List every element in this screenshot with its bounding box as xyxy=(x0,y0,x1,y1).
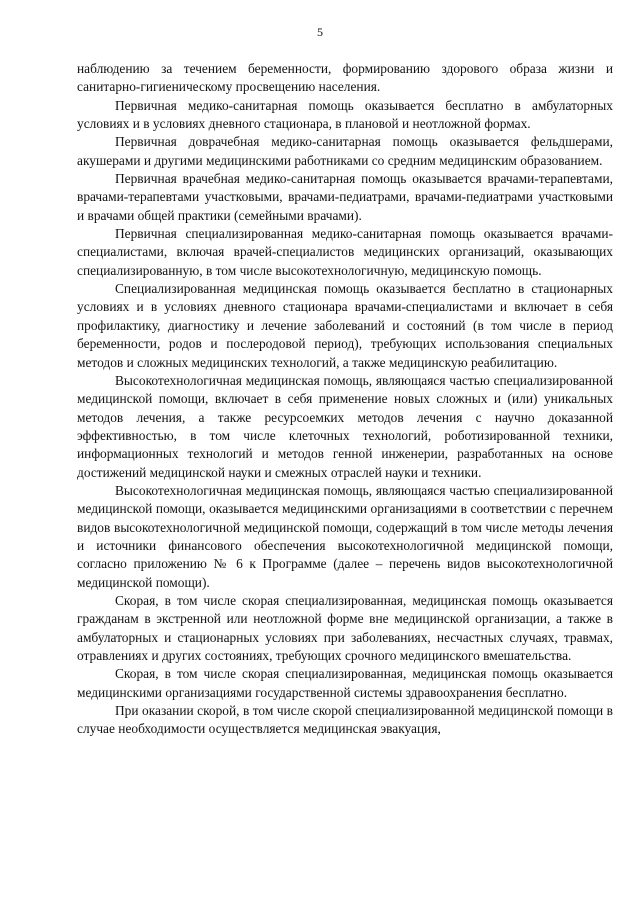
paragraph-specialized-care: Специализированная медицинская помощь оказывается бесплатно в стационарных условиях и в условиях дневного стационара врачами-специалистами и включает в себя профилактику, диагностику и лечение заболеваний и состояний (в том числе в период беременности, родов и послеродовой период), требующих использования специальных методов и сложных медицинских технологий, а также медицинскую реабилитацию. xyxy=(77,281,613,370)
paragraph-high-tech-care-provision: Высокотехнологичная медицинская помощь, являющаяся частью специализированной медицинской помощи, оказывается медицинскими организациями в соответствии с перечнем видов высокотехнологичной медицинской помощи, содержащий в том числе методы лечения и источники финансового обеспечения высокотехнологичной медицинской помощи, согласно приложению № 6 к Программе (далее – перечень видов высокотехнологичной медицинской помощи). xyxy=(77,482,613,590)
paragraph-pre-medical-care: Первичная доврачебная медико-санитарная помощь оказывается фельдшерами, акушерами и другими медицинскими работниками со средним медицинским образованием. xyxy=(77,134,613,168)
paragraph-medical-evacuation: При оказании скорой, в том числе скорой специализированной медицинской помощи в случае необходимости осуществляется медицинская эвакуация, xyxy=(77,703,613,737)
paragraph-specialized-primary-care: Первичная специализированная медико-санитарная помощь оказывается врачами-специалистами, включая врачей-специалистов медицинских организаций, оказывающих специализированную, в том числе высокотехнологичную, медицинскую помощь. xyxy=(77,226,613,278)
paragraph-continuation: наблюдению за течением беременности, формированию здорового образа жизни и санитарно-гигиеническому просвещению населения. xyxy=(77,61,613,95)
paragraph-high-tech-care-definition: Высокотехнологичная медицинская помощь, являющаяся частью специализированной медицинской помощи, включает в себя применение новых сложных и (или) уникальных методов лечения, а также ресурсоемких методов лечения с научно доказанной эффективностью, в том числе клеточных технологий, роботизированной техники, информационных технологий и методов генной инженерии, разработанных на основе достижений медицинской науки и смежных отраслей науки и техники. xyxy=(77,372,613,480)
paragraph-primary-care: Первичная медико-санитарная помощь оказывается бесплатно в амбулаторных условиях и в условиях дневного стационара, в плановой и неотложной формах. xyxy=(77,97,613,132)
paragraph-emergency-care: Скорая, в том числе скорая специализированная, медицинская помощь оказывается гражданам в экстренной или неотложной форме вне медицинской организации, а также в амбулаторных и стационарных условиях при заболеваниях, несчастных случаях, травмах, отравлениях и других состояниях, требующих срочного медицинского вмешательства. xyxy=(77,592,613,663)
paragraph-physician-care: Первичная врачебная медико-санитарная помощь оказывается врачами-терапевтами, врачами-терапевтами участковыми, врачами-педиатрами, врачами-педиатрами участковыми и врачами общей практики (семейными врачами). xyxy=(77,171,613,223)
paragraph-emergency-care-free: Скорая, в том числе скорая специализированная, медицинская помощь оказывается медицинскими организациями государственной системы здравоохранения бесплатно. xyxy=(77,666,613,700)
page-number: 5 xyxy=(317,25,323,39)
document-body xyxy=(77,60,613,739)
